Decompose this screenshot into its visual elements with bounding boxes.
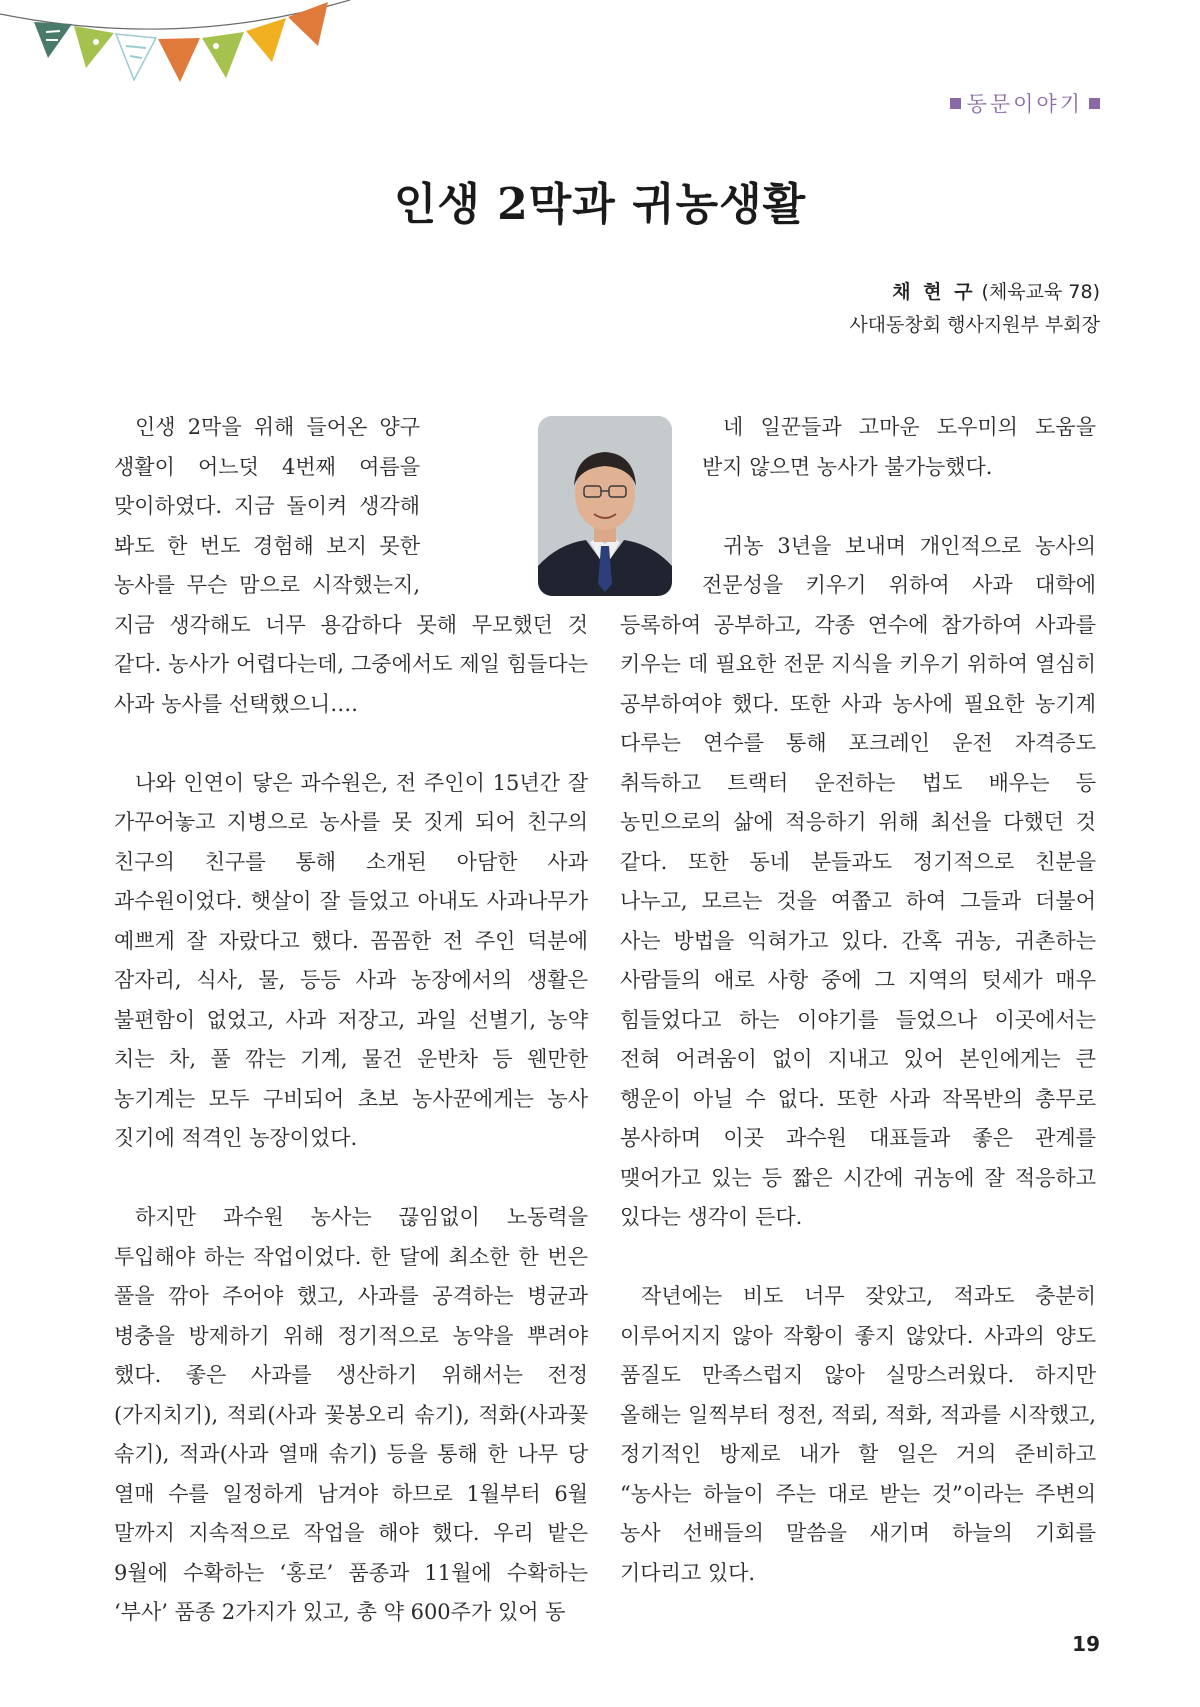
section-square-icon bbox=[1089, 98, 1100, 109]
author-line bbox=[849, 276, 1100, 309]
article-column-right bbox=[620, 408, 1096, 1593]
author-position: 사대동창회 행사지원부 부회장 bbox=[849, 314, 1100, 336]
author-affiliation: (체육교육 78) bbox=[981, 281, 1100, 303]
article-paragraph: 나와 인연이 닿은 과수원은, 전 주인이 15년간 잘 가꾸어놓고 지병으로 농사를 못 짓게 되어 친구의 친구의 친구를 통해 소개된 아담한 사과 과수원이었다. 햇살이 잘 들었고 아내도 사과나무가 예쁘게 잘 자랐다고 했다. 꼼꼼한 전 주인 덕분에 잠자리, 식사, 물, 등등 사과 농장에서의 생활은 불편함이 없었고, 사과 저장고, 과일 선별기, 농약 치는 차, 풀 깎는 기계, 물건 운반차 등 웬만한 농기계는 모두 구비되어 초보 농사꾼에게는 농사 짓기에 적격인 농장이었다. bbox=[114, 770, 588, 1150]
article-column-left bbox=[114, 408, 588, 1633]
article-paragraph: 네 일꾼들과 고마운 도우미의 도움을 받지 않으면 농사가 불가능했다. bbox=[702, 415, 1096, 479]
section-square-icon bbox=[950, 98, 961, 109]
article-paragraph: 작년에는 비도 너무 잦았고, 적과도 충분히 이루어지지 않아 작황이 좋지 않았다. 사과의 양도 품질도 만족스럽지 않아 실망스러웠다. 하지만 올해는 일찍부터 정전, 적뢰, 적화, 적과를 시작했고, 정기적인 방제로 내가 할 일은 거의 준비하고 “농사는 하늘이 주는 대로 받는 것”이라는 주변의 농사 선배들의 말씀을 새기며 하늘의 기회를 기다리고 있다. bbox=[620, 1284, 1096, 1585]
author-info bbox=[849, 276, 1100, 342]
article-paragraph: 귀농 3년을 보내며 개인적으로 농사의 전문성을 키우기 위하여 사과 대학에 등록하여 공부하고, 각종 연수에 참가하여 사과를 키우는 데 필요한 전문 지식을 키우기 위하여 열심히 공부하여야 했다. 또한 사과 농사에 필요한 농기계 다루는 연수를 통해 포크레인 운전 자격증도 취득하고 트랙터 운전하는 법도 배우는 등 농민으로의 삶에 적응하기 위해 최선을 다했던 것 같다. 또한 동네 분들과도 정기적으로 친분을 나누고, 모르는 것을 여쭙고 하여 그들과 더불어 사는 방법을 익혀가고 있다. 간혹 귀농, 귀촌하는 사람들의 애로 사항 중에 그 지역의 텃세가 매우 힘들었다고 하는 이야기를 들었으나 이곳에서는 전혀 어려움이 없이 지내고 있어 본인에게는 큰 행운이 아닐 수 없다. 또한 사과 작목반의 총무로 봉사하며 이곳 과수원 대표들과 좋은 관계를 맺어가고 있는 등 짧은 시간에 귀농에 잘 적응하고 있다는 생각이 든다. bbox=[620, 533, 1096, 1229]
author-name: 채 현 구 bbox=[892, 281, 976, 303]
article-paragraph bbox=[114, 408, 588, 724]
article-title: 인생 2막과 귀농생활 bbox=[393, 179, 807, 230]
section-tag-label: 동문이야기 bbox=[966, 92, 1083, 116]
article-paragraph: 하지만 과수원 농사는 끊임없이 노동력을 투입해야 하는 작업이었다. 한 달에 최소한 한 번은 풀을 깎아 주어야 했고, 사과를 공격하는 병균과 병충을 방제하기 위해 정기적으로 농약을 뿌려야 했다. 좋은 사과를 생산하기 위해서는 전정(가지치기), 적뢰(사과 꽃봉오리 솎기), 적화(사과꽃 솎기), 적과(사과 열매 솎기) 등을 통해 한 나무 당 열매 수를 일정하게 남겨야 하므로 1월부터 6월 말까지 지속적으로 작업을 해야 했다. 우리 밭은 9월에 수확하는 ‘홍로’ 품종과 11월에 수확하는 ‘부사’ 품종 2가지가 있고, 총 약 600주가 있어 동 bbox=[114, 1205, 588, 1624]
page-number: 19 bbox=[1072, 1632, 1100, 1656]
bunting-decoration bbox=[0, 0, 380, 110]
paragraph-text: 인생 2막을 위해 들어온 양구 생활이 어느덧 4번째 여름을 맞이하였다. 지금 돌이켜 생각해 봐도 한 번도 경험해 보지 못한 농사를 무슨 맘으로 시작했는지, 지금 생각해도 너무 용감하다 못해 무모했던 것 같다. 농사가 어렵다는데, 그중에서도 제일 힘들다는 사과 농사를 선택했으니…. bbox=[114, 415, 588, 716]
section-tag bbox=[950, 88, 1100, 118]
